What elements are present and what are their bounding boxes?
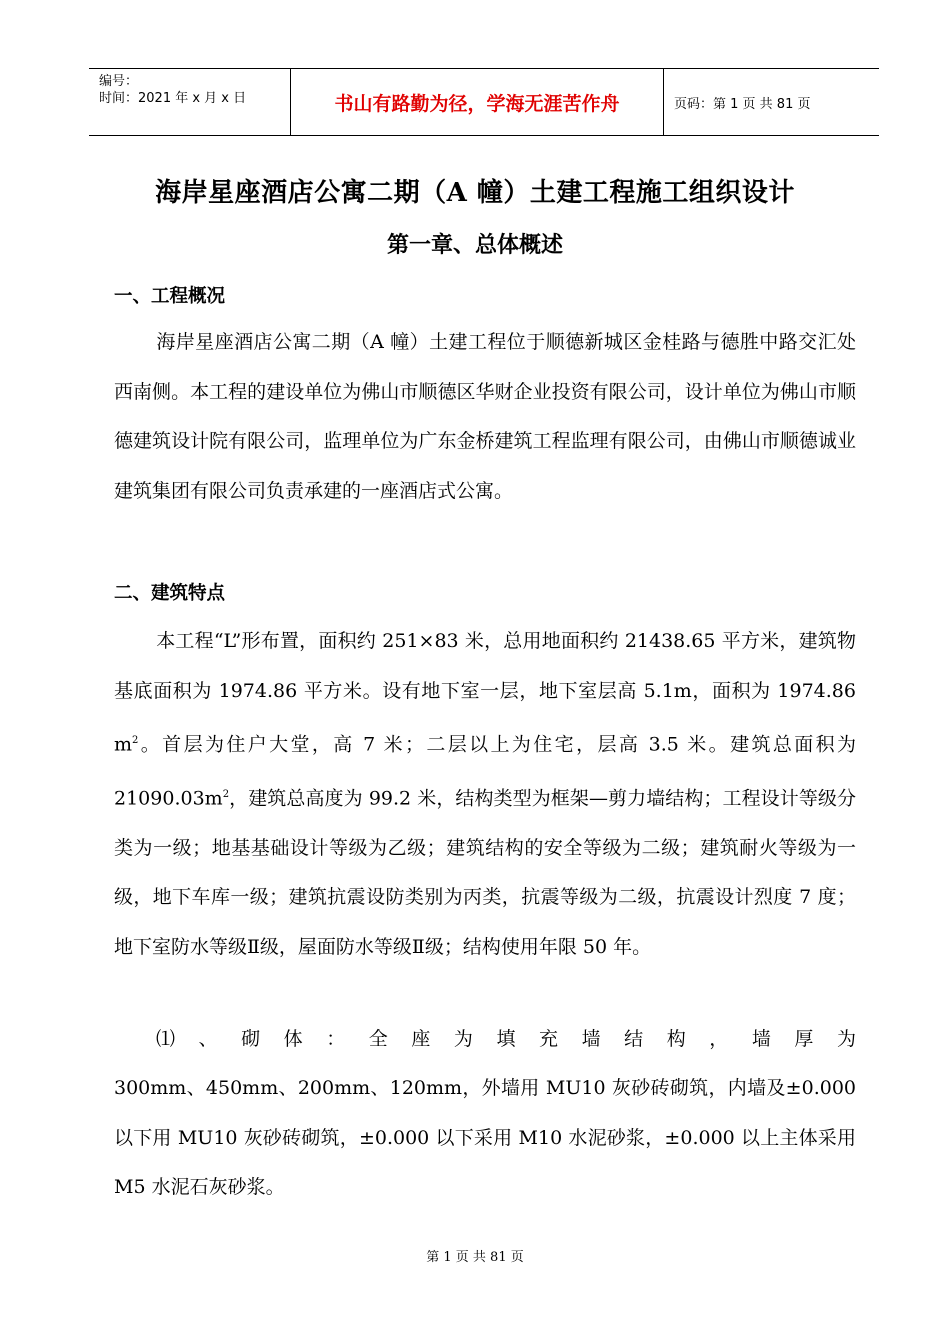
features-text-a: 本工程“L”形布置，面积约 251×83 米，总用地面积约 21438.65 平方米，建筑物基底面积为 1974.86 平方米。设有地下室一层，地下室层高 5.1m，面积为 1974.86 m bbox=[114, 630, 856, 756]
features-paragraph bbox=[114, 617, 856, 972]
header-page-label: 页码：第 1 页 共 81 页 bbox=[674, 96, 811, 112]
section-heading-overview: 一、工程概况 bbox=[114, 286, 226, 307]
masonry-rest: 300mm、450mm、200mm、120mm，外墙用 MU10 灰砂砖砌筑，内墙及±0.000 以下用 MU10 灰砂砖砌筑，±0.000 以下采用 M10 水泥砂浆，±0.000 以上主体采用 M5 水泥石灰砂浆。 bbox=[114, 1077, 856, 1198]
header-meta bbox=[89, 69, 291, 135]
overview-paragraph bbox=[114, 318, 856, 516]
page-header bbox=[89, 68, 879, 136]
number-label: 编号： bbox=[99, 74, 139, 89]
section-heading-features: 二、建筑特点 bbox=[114, 583, 226, 604]
superscript-a: 2 bbox=[132, 735, 139, 746]
features-text-b: 。首层为住户大堂，高 7 米；二层以上为住宅，层高 3.5 米。建筑总面积为 21090.03m bbox=[114, 733, 856, 810]
document-title: 海岸星座酒店公寓二期（A 幢）土建工程施工组织设计 bbox=[155, 178, 795, 208]
header-motto: 书山有路勤为径，学海无涯苦作舟 bbox=[291, 69, 664, 135]
superscript-b: 2 bbox=[222, 788, 230, 800]
masonry-line1: ⑴ 、 砌 体 ： 全 座 为 填 充 墙 结 构 ， 墙 厚 为 bbox=[156, 1028, 856, 1050]
time-label: 时间：2021 年 x 月 x 日 bbox=[99, 91, 247, 106]
features-text-c: ，建筑总高度为 99.2 米，结构类型为框架—剪力墙结构；工程设计等级分类为一级；地基基础设计等级为乙级；建筑结构的安全等级为二级；建筑耐火等级为一级，地下车库一级；建筑抗震设防类别为丙类，抗震等级为二级，抗震设计烈度 7 度；地下室防水等级Ⅱ级，屋面防水等级Ⅱ级；结构使用年限 50 年。 bbox=[114, 787, 856, 958]
page-footer: 第 1 页 共 81 页 bbox=[426, 1250, 524, 1265]
chapter-title: 第一章、总体概述 bbox=[386, 232, 563, 258]
overview-text: 海岸星座酒店公寓二期（A 幢）土建工程位于顺德新城区金桂路与德胜中路交汇处西南侧。本工程的建设单位为佛山市顺德区华财企业投资有限公司，设计单位为佛山市顺德建筑设计院有限公司，监理单位为广东金桥建筑工程监理有限公司，由佛山市顺德诚业建筑集团有限公司负责承建的一座酒店式公寓。 bbox=[114, 331, 856, 502]
